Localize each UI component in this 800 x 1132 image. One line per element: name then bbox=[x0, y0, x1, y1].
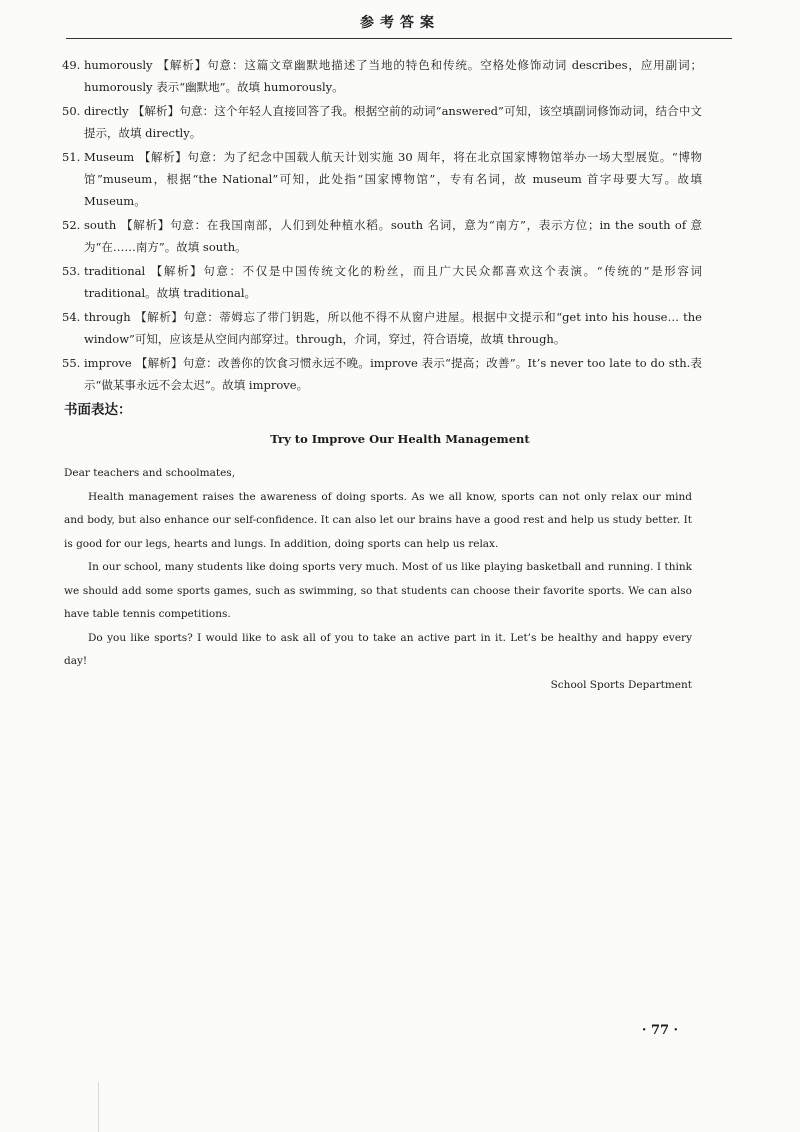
page-header-title: 参考答案 bbox=[360, 15, 440, 31]
answer-item-49 bbox=[62, 54, 702, 98]
answer-explanation: 【解析】句意：为了纪念中国载人航天计划实施 30 周年，将在北京国家博物馆举办一场大型展览。“博物馆”museum，根据“the National”可知，此处指“国家博物馆”，专有名词，故 museum 首字母要大写。故填 Museum。 bbox=[84, 150, 702, 208]
answer-number: 49. bbox=[62, 58, 81, 72]
answer-word: humorously bbox=[84, 58, 153, 72]
answer-word: directly bbox=[84, 104, 129, 118]
essay-paragraph: Health management raises the awareness of doing sports. As we all know, sports can not only relax our mind and body, but also enhance our self-confidence. It can also let our brains have a good rest and help us study better. It is good for our legs, hearts and lungs. In addition, doing sports can help us relax. bbox=[64, 490, 692, 550]
answer-explanation: 【解析】句意：不仅是中国传统文化的粉丝，而且广大民众都喜欢这个表演。“传统的”是形容词 traditional。故填 traditional。 bbox=[84, 264, 702, 300]
answer-item-50 bbox=[62, 100, 702, 144]
header-divider bbox=[66, 38, 732, 39]
answer-explanation: 【解析】句意：这篇文章幽默地描述了当地的特色和传统。空格处修饰动词 describes，应用副词；humorously 表示“幽默地”。故填 humorously。 bbox=[84, 58, 702, 94]
essay-title: Try to Improve Our Health Management bbox=[270, 432, 530, 446]
answer-word: improve bbox=[84, 356, 132, 370]
answer-word: through bbox=[84, 310, 131, 324]
essay-signature: School Sports Department bbox=[550, 678, 692, 691]
answer-list bbox=[62, 54, 702, 398]
answer-item-52 bbox=[62, 214, 702, 258]
writing-section-heading: 书面表达： bbox=[64, 402, 132, 418]
answer-explanation: 【解析】句意：改善你的饮食习惯永远不晚。improve 表示“提高；改善”。It’s never too late to do sth.表示“做某事永远不会太迟”。故填 improve。 bbox=[84, 356, 702, 392]
answer-item-51 bbox=[62, 146, 702, 212]
answer-number: 54. bbox=[62, 310, 81, 324]
page-number: · 77 · bbox=[641, 1023, 679, 1038]
answer-item-53 bbox=[62, 260, 702, 304]
answer-number: 52. bbox=[62, 218, 81, 232]
essay-paragraph: In our school, many students like doing sports very much. Most of us like playing basketball and running. I think we should add some sports games, such as swimming, so that students can choose their favorite sports. We can also have table tennis competitions. bbox=[64, 561, 692, 620]
essay-body bbox=[64, 462, 692, 697]
answer-number: 51. bbox=[62, 150, 81, 164]
answer-explanation: 【解析】句意：蒂姆忘了带门钥匙，所以他不得不从窗户进屋。根据中文提示和“get into his house… the window”可知，应该是从空间内部穿过。through，介词，穿过，符合语境，故填 through。 bbox=[84, 310, 702, 346]
answer-item-54 bbox=[62, 306, 702, 350]
answer-explanation: 【解析】句意：这个年轻人直接回答了我。根据空前的动词“answered”可知，该空填副词修饰动词，结合中文提示，故填 directly。 bbox=[84, 104, 702, 140]
answer-word: Museum bbox=[84, 150, 135, 164]
answer-word: south bbox=[84, 218, 117, 232]
binding-margin-line bbox=[98, 1082, 99, 1132]
answer-word: traditional bbox=[84, 264, 146, 278]
answer-item-55 bbox=[62, 352, 702, 396]
essay-paragraph: Do you like sports? I would like to ask all of you to take an active part in it. Let’s be healthy and happy every day! bbox=[64, 631, 692, 667]
answer-number: 50. bbox=[62, 104, 81, 118]
essay-greeting: Dear teachers and schoolmates, bbox=[64, 467, 236, 479]
answer-number: 55. bbox=[62, 356, 81, 370]
answer-explanation: 【解析】句意：在我国南部，人们到处种植水稻。south 名词，意为“南方”，表示方位；in the south of 意为“在……南方”。故填 south。 bbox=[84, 218, 702, 254]
answer-number: 53. bbox=[62, 264, 81, 278]
